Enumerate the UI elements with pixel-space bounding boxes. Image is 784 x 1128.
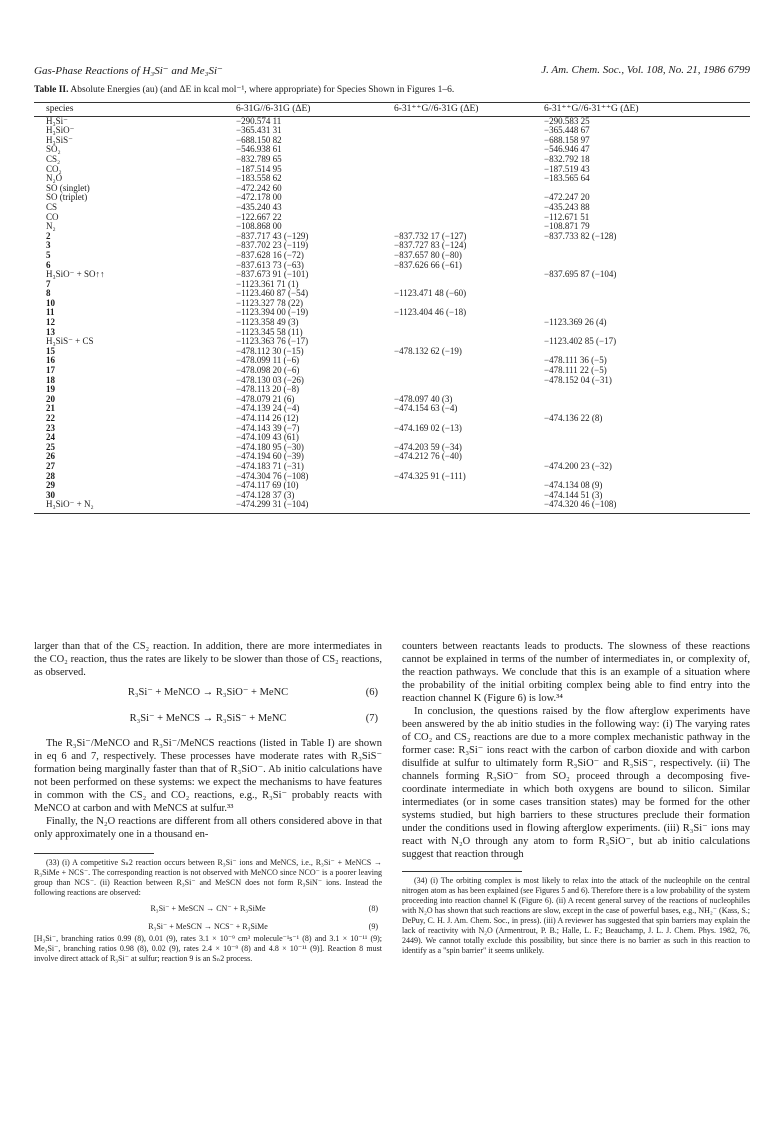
energy-631g-cell: −122.667 22: [236, 211, 282, 222]
energy-631ppg-631ppg-cell: −474.200 23 (−32): [544, 460, 612, 471]
energy-631g-cell: −1123.460 87 (−54): [236, 288, 309, 299]
table-row: [34, 270, 750, 280]
species-cell: 10: [46, 297, 55, 308]
footnote-34: (34) (i) The orbiting complex is most likely to relax into the attack of the nucleophile on the central nitrogen atom as has been explained (see Figures 5 and 6). Therefore there is a low probability of the system proceeding into reaction channel K (Figure 6). (ii) A recent general survey of the reactions of nucleophiles with N₂O has shown that such reactions are slow, except in the case of powerful bases, e.g., NH₂⁻ (Kass, S.; DePuy, C. H. J. Am. Chem. Soc., in press). (iii) A reviewer has suggested that spin barriers may explain the lack of reactivity with N₂O (Armentrout, P. B.; Halle, L. F.; Beauchamp, J. L. J. Chem. Phys. 1982, 76, 2449). We cannot totally exclude this possibility, but since there is no barrier as such in this reaction to identify as a "spin barrier" it seems unlikely.: [402, 876, 750, 955]
energy-631g-cell: −108.868 00: [236, 221, 282, 232]
table-row: [34, 155, 750, 165]
right-paragraph-1: counters between reactants leads to products. The slowness of these reactions cannot be explained in terms of the number of intermediates in, or complexity of, the reaction pathways. We conclude that this is an example of a situation where the probability of the initial orbiting complex being able to find entry into the reaction channel K (Figure 6) is low.³⁴: [402, 641, 750, 704]
table-caption: [34, 84, 750, 95]
energy-631g-cell: −1123.358 49 (3): [236, 317, 299, 328]
table-row: [34, 126, 750, 136]
energy-631ppg-631g-cell: [394, 481, 544, 491]
col-header-species: species: [46, 104, 74, 114]
energy-631ppg-631ppg-cell: −474.136 22 (8): [544, 413, 603, 423]
energy-631g-cell: −183.558 62: [236, 173, 282, 184]
energy-631g-cell: −546.938 61: [236, 144, 282, 155]
species-cell: 27: [46, 460, 55, 471]
energy-631ppg-631ppg-cell: [544, 395, 750, 405]
energy-631ppg-631g-cell: [394, 126, 544, 136]
table-row: [34, 376, 750, 386]
energy-631ppg-631g-cell: −837.657 80 (−80): [394, 249, 462, 260]
species-cell: 26: [46, 451, 55, 462]
energy-631g-cell: −478.079 21 (6): [236, 393, 295, 404]
species-cell: 19: [46, 384, 55, 395]
energy-631ppg-631g-cell: [394, 174, 544, 184]
energy-631ppg-631ppg-cell: −108.871 79: [544, 221, 590, 232]
footnote-divider: [34, 853, 154, 854]
energy-631g-cell: −1123.361 71 (1): [236, 278, 299, 289]
table-row: [34, 136, 750, 146]
energy-631ppg-631ppg-cell: −478.152 04 (−31): [544, 374, 612, 385]
energy-631ppg-631ppg-cell: [544, 241, 750, 251]
equation-6: [34, 679, 382, 705]
table-row: [34, 184, 750, 194]
table-row: [34, 404, 750, 414]
species-cell: 13: [46, 326, 55, 337]
table-row: [34, 424, 750, 434]
species-cell: 25: [46, 441, 55, 452]
table-row: [34, 251, 750, 261]
energy-631ppg-631ppg-cell: −688.158 97: [544, 134, 590, 145]
footnote-33-continued: [H₃Si⁻, branching ratios 0.99 (8), 0.01 (9), rates 3.1 × 10⁻⁹ cm³ molecule⁻¹s⁻¹ (8) and 3.1 × 10⁻¹¹ (9); Me₃Si⁻, branching ratios 0.98 (8), 0.02 (9), rates 2.4 × 10⁻⁹ (8) and 4.8 × 10⁻¹¹ (9)]. Reaction 8 must involve direct attack of R₃Si⁻ at sulfur; reaction 9 is an Sₙ2 process.: [34, 934, 382, 963]
species-cell: N₂O: [46, 173, 63, 184]
energy-631g-cell: −474.128 37 (3): [236, 489, 295, 500]
table-row: [34, 481, 750, 491]
energy-631ppg-631g-cell: [394, 356, 544, 366]
species-cell: 5: [46, 249, 51, 260]
energy-631ppg-631ppg-cell: −474.134 08 (9): [544, 480, 603, 491]
species-cell: 30: [46, 489, 55, 500]
energy-631g-cell: −832.789 65: [236, 153, 282, 164]
species-cell: H₃SiS⁻: [46, 134, 73, 145]
energy-631ppg-631ppg-cell: −290.583 25: [544, 115, 590, 126]
table-row: [34, 395, 750, 405]
table-row: [34, 280, 750, 290]
energy-631ppg-631ppg-cell: [544, 289, 750, 299]
species-cell: 23: [46, 422, 55, 433]
energy-631g-cell: −187.514 95: [236, 163, 282, 174]
equation-8-text: R₃Si⁻ + MeSCN → CN⁻ + R₃SiMe: [150, 904, 266, 913]
energy-631ppg-631ppg-cell: −474.144 51 (3): [544, 489, 603, 500]
energy-631ppg-631g-cell: −837.727 83 (−124): [394, 240, 467, 251]
energy-631ppg-631ppg-cell: −478.111 22 (−5): [544, 365, 607, 376]
species-cell: 21: [46, 403, 55, 414]
table-row: [34, 203, 750, 213]
energy-631ppg-631g-cell: [394, 165, 544, 175]
table-row: [34, 491, 750, 501]
species-cell: SO₂: [46, 144, 61, 155]
table-header-row: [34, 103, 750, 117]
energy-631g-cell: −472.242 60: [236, 182, 282, 193]
energy-631g-cell: −837.702 23 (−119): [236, 240, 309, 251]
energy-631ppg-631g-cell: −474.154 63 (−4): [394, 403, 458, 414]
energy-631ppg-631g-cell: [394, 136, 544, 146]
table-caption-text: Absolute Energies (au) (and ΔE in kcal mol⁻¹, where appropriate) for Species Shown in Figures 1–6.: [70, 85, 455, 95]
energy-631g-cell: −474.194 60 (−39): [236, 451, 304, 462]
species-cell: 11: [46, 307, 55, 318]
energy-631ppg-631ppg-cell: [544, 443, 750, 453]
energy-631ppg-631g-cell: [394, 500, 544, 513]
species-cell: 18: [46, 374, 55, 385]
energy-631ppg-631ppg-cell: [544, 251, 750, 261]
energy-631ppg-631ppg-cell: [544, 385, 750, 395]
species-cell: 12: [46, 317, 55, 328]
table-row: [34, 500, 750, 513]
equation-8-number: (8): [368, 904, 378, 913]
energy-631g-cell: −1123.345 58 (11): [236, 326, 303, 337]
energy-631g-cell: −474.117 69 (10): [236, 480, 299, 491]
species-cell: 3: [46, 240, 51, 251]
table-row: [34, 433, 750, 443]
species-cell: 16: [46, 355, 55, 366]
energy-631g-cell: −474.114 26 (12): [236, 413, 299, 423]
energy-631ppg-631g-cell: [394, 155, 544, 165]
energy-631ppg-631g-cell: [394, 193, 544, 203]
equation-9-text: R₃Si⁻ + MeSCN → NCS⁻ + R₃SiMe: [148, 922, 268, 931]
energy-631g-cell: −474.109 43 (61): [236, 432, 299, 443]
energy-631ppg-631g-cell: −474.212 76 (−40): [394, 451, 462, 462]
equation-9-number: (9): [368, 922, 378, 931]
energy-631ppg-631g-cell: −1123.471 48 (−60): [394, 288, 467, 299]
energy-631g-cell: −474.143 39 (−7): [236, 422, 300, 433]
energy-631ppg-631g-cell: [394, 366, 544, 376]
energy-631ppg-631ppg-cell: −365.448 67: [544, 125, 590, 136]
species-cell: SO (triplet): [46, 192, 88, 203]
energy-631g-cell: −435.240 43: [236, 201, 282, 212]
energy-631g-cell: −474.304 76 (−108): [236, 470, 309, 481]
species-cell: 17: [46, 365, 55, 376]
footnote-33: (33) (i) A competitive Sₙ2 reaction occurs between R₃Si⁻ ions and MeNCS, i.e., R₃Si⁻ + MeNCS → R₃SiMe + NCS⁻. The corresponding reaction is not observed with MeNCO since NCO⁻ is a poorer leaving group than NCS⁻. (ii) Reaction between R₃Si⁻ and MeSCN does not form R₃SiN⁻ ions. Instead the following reactions are observed:: [34, 858, 382, 897]
running-header-title: Gas-Phase Reactions of H₃Si⁻ and Me₃Si⁻: [34, 65, 223, 77]
energy-631g-cell: −837.613 73 (−63): [236, 259, 304, 270]
energy-631g-cell: −837.717 43 (−129): [236, 230, 309, 241]
table-row: [34, 145, 750, 155]
table-row: [34, 165, 750, 175]
energy-631g-cell: −688.150 82: [236, 134, 282, 145]
equation-7-text: R₃Si⁻ + MeNCS → R₃SiS⁻ + MeNC: [129, 713, 287, 724]
table-row: [34, 318, 750, 328]
col-header-631ppg-631g: 6-31⁺⁺G//6-31G (ΔE): [394, 104, 479, 114]
energy-631ppg-631ppg-cell: −183.565 64: [544, 173, 590, 184]
energy-631g-cell: −1123.363 76 (−17): [236, 336, 309, 347]
species-cell: H₃SiO⁻ + N₂: [34, 500, 236, 513]
table-label: Table II.: [34, 85, 69, 95]
table-row: [34, 232, 750, 242]
species-cell: 7: [46, 278, 51, 289]
table-row: [34, 385, 750, 395]
energy-631g-cell: −837.673 91 (−101): [236, 269, 309, 280]
energy-631ppg-631ppg-cell: −832.792 18: [544, 153, 590, 164]
table-row: [34, 308, 750, 318]
left-paragraph-3: Finally, the N₂O reactions are different from all others considered above in that only approximately one in a thousand en-: [34, 816, 382, 840]
energies-table: [34, 102, 750, 514]
energy-631ppg-631g-cell: −1123.404 46 (−18): [394, 307, 467, 318]
equation-8: [34, 898, 382, 916]
species-cell: 6: [46, 259, 51, 270]
energy-631ppg-631ppg-cell: −1123.369 26 (4): [544, 317, 607, 328]
energy-631ppg-631g-cell: [394, 270, 544, 280]
species-cell: CO₂: [46, 163, 62, 174]
table-row: [34, 289, 750, 299]
energy-631g-cell: −290.574 11: [236, 115, 282, 126]
energy-631g-cell: −478.112 30 (−15): [236, 345, 304, 356]
col-header-631ppg-631ppg: 6-31⁺⁺G//6-31⁺⁺G (ΔE): [544, 104, 639, 114]
energy-631ppg-631g-cell: −474.325 91 (−111): [394, 470, 466, 481]
species-cell: N₂: [46, 221, 56, 232]
energy-631g-cell: −365.431 31: [236, 125, 282, 136]
energy-631ppg-631ppg-cell: −472.247 20: [544, 192, 590, 203]
energy-631ppg-631ppg-cell: −478.111 36 (−5): [544, 355, 607, 366]
table-row: [34, 193, 750, 203]
table-row: [34, 472, 750, 482]
energy-631ppg-631g-cell: −837.732 17 (−127): [394, 230, 467, 241]
table-row: [34, 261, 750, 271]
species-cell: 24: [46, 432, 55, 443]
equation-7: [34, 705, 382, 731]
species-cell: H₃Si⁻: [46, 115, 68, 126]
left-paragraph-1: larger than that of the CS₂ reaction. In addition, there are more intermediates in the CO₂ reaction, thus the rates are likely to be slower than those of CS₂ reactions, as observed.: [34, 641, 382, 678]
energy-631ppg-631g-cell: [394, 213, 544, 223]
species-cell: 15: [46, 345, 55, 356]
species-cell: 28: [46, 470, 55, 481]
species-cell: 29: [46, 480, 55, 491]
energy-631ppg-631ppg-cell: −837.733 82 (−128): [544, 230, 617, 241]
equation-6-text: R₃Si⁻ + MeNCO → R₃SiO⁻ + MeNC: [127, 687, 289, 698]
table-row: [34, 462, 750, 472]
species-cell: 2: [46, 230, 51, 241]
running-header-journal: J. Am. Chem. Soc., Vol. 108, No. 21, 1986 6799: [541, 64, 750, 76]
table-row: [34, 366, 750, 376]
energy-631ppg-631g-cell: −474.203 59 (−34): [394, 441, 462, 452]
energy-631ppg-631ppg-cell: [544, 280, 750, 290]
energy-631ppg-631ppg-cell: −435.243 88: [544, 201, 590, 212]
table-row: [34, 241, 750, 251]
species-cell: CO: [46, 211, 59, 222]
table-row: [34, 356, 750, 366]
energy-631ppg-631ppg-cell: [544, 433, 750, 443]
footnote-divider-right: [402, 871, 522, 872]
table-row: [34, 299, 750, 309]
energy-631g-cell: −478.113 20 (−8): [236, 384, 300, 395]
energy-631ppg-631g-cell: [394, 203, 544, 213]
species-cell: 8: [46, 288, 51, 299]
species-cell: 22: [46, 413, 55, 423]
table-row: [34, 347, 750, 357]
table-row: [34, 328, 750, 338]
energy-631ppg-631g-cell: [394, 328, 544, 338]
table-row: [34, 116, 750, 126]
energy-631ppg-631ppg-cell: −1123.402 85 (−17): [544, 336, 617, 347]
energy-631g-cell: −478.099 11 (−6): [236, 355, 300, 366]
species-cell: H₃SiO⁻ + SO↑↑: [46, 269, 105, 280]
left-paragraph-2: The R₃Si⁻/MeNCO and R₃Si⁻/MeNCS reactions (listed in Table I) are shown in eq 6 and 7, respectively. These processes have moderate rates with R₃SiS⁻ formation being marginally faster than that of R₃SiO⁻. Ab initio calculations have not been performed on these systems: we expect the mechanisms to have features in common with the CS₂ and CO₂ reactions, e.g., R₃Si⁻ probably reacts with MeNCO at carbon and with MeNCS at sulfur.³³: [34, 738, 382, 814]
energy-631g-cell: −837.628 16 (−72): [236, 249, 304, 260]
energy-631g-cell: −478.130 03 (−26): [236, 374, 304, 385]
table-row: [34, 222, 750, 232]
energy-631ppg-631g-cell: [394, 116, 544, 126]
table-row: [34, 414, 750, 424]
energy-631g-cell: −472.178 00: [236, 192, 282, 203]
energy-631ppg-631ppg-cell: −837.695 87 (−104): [544, 269, 617, 280]
species-cell: SO (singlet): [46, 182, 90, 193]
energy-631ppg-631ppg-cell: [544, 299, 750, 309]
species-cell: H₃SiO⁻: [46, 125, 75, 136]
energy-631ppg-631g-cell: −478.097 40 (3): [394, 393, 453, 404]
table-row: [34, 174, 750, 184]
equation-9: [34, 916, 382, 934]
energy-631g-cell: −478.098 20 (−6): [236, 365, 300, 376]
right-column: [402, 640, 750, 956]
energy-631g-cell: −474.139 24 (−4): [236, 403, 300, 414]
energy-631g-cell: −474.183 71 (−31): [236, 460, 304, 471]
energy-631ppg-631g-cell: −474.169 02 (−13): [394, 422, 462, 433]
right-paragraph-2: In conclusion, the questions raised by the flow afterglow experiments have been answered by the ab initio studies in the following way: (i) The varying rates of CO₂ and CS₂ reactions are due to a more complex mechanistic pathway in the former case: R₃Si⁻ ions react with the carbon of carbon dioxide and with carbon disulfide at sulfur to ultimately form R₃SiO⁻ and R₃SiS⁻, respectively. (ii) The channels forming R₃SiO⁻ from SO₂ proceed through a decomposing five-coordinate intermediate in which both oxygens are bound to silicon. Similar intermediates (or in some cases transition states) may be formed for the other systems studied, but high barriers to these structures preclude their formation under the conditions used in flowing afterglow experiments. (iii) R₃Si⁻ ions may react with N₂O through any atom to form R₃SiO⁻, but ab initio calculations suggest that reaction through: [402, 706, 750, 860]
energy-631ppg-631ppg-cell: −546.946 47: [544, 144, 590, 155]
species-cell: H₃SiS⁻ + CS: [46, 336, 94, 347]
col-header-631g: 6-31G//6-31G (ΔE): [236, 104, 311, 114]
energy-631g-cell: −474.180 95 (−30): [236, 441, 304, 452]
equation-6-number: (6): [365, 687, 378, 698]
table-row: [34, 443, 750, 453]
energy-631ppg-631g-cell: [394, 376, 544, 386]
energy-631ppg-631ppg-cell: −112.671 51: [544, 211, 590, 222]
energy-631ppg-631ppg-cell: −187.519 43: [544, 163, 590, 174]
left-column: [34, 640, 382, 964]
energy-631ppg-631g-cell: −478.132 62 (−19): [394, 345, 462, 356]
energy-631ppg-631g-cell: −837.626 66 (−61): [394, 259, 462, 270]
species-cell: CS: [46, 201, 58, 212]
table-row: [34, 337, 750, 347]
energy-631ppg-631ppg-cell: [544, 424, 750, 434]
energy-631g-cell: −474.299 31 (−104): [236, 500, 394, 513]
energy-631ppg-631g-cell: [394, 145, 544, 155]
table-row: [34, 213, 750, 223]
species-cell: 20: [46, 393, 55, 404]
energy-631g-cell: −1123.394 00 (−19): [236, 307, 309, 318]
energy-631ppg-631g-cell: [394, 184, 544, 194]
equation-7-number: (7): [365, 713, 378, 724]
energy-631g-cell: −1123.327 78 (22): [236, 297, 303, 308]
table-row: [34, 452, 750, 462]
energy-631ppg-631g-cell: [394, 491, 544, 501]
species-cell: CS₂: [46, 153, 61, 164]
energy-631ppg-631ppg-cell: −474.320 46 (−108): [544, 500, 750, 513]
energy-631ppg-631g-cell: [394, 318, 544, 328]
